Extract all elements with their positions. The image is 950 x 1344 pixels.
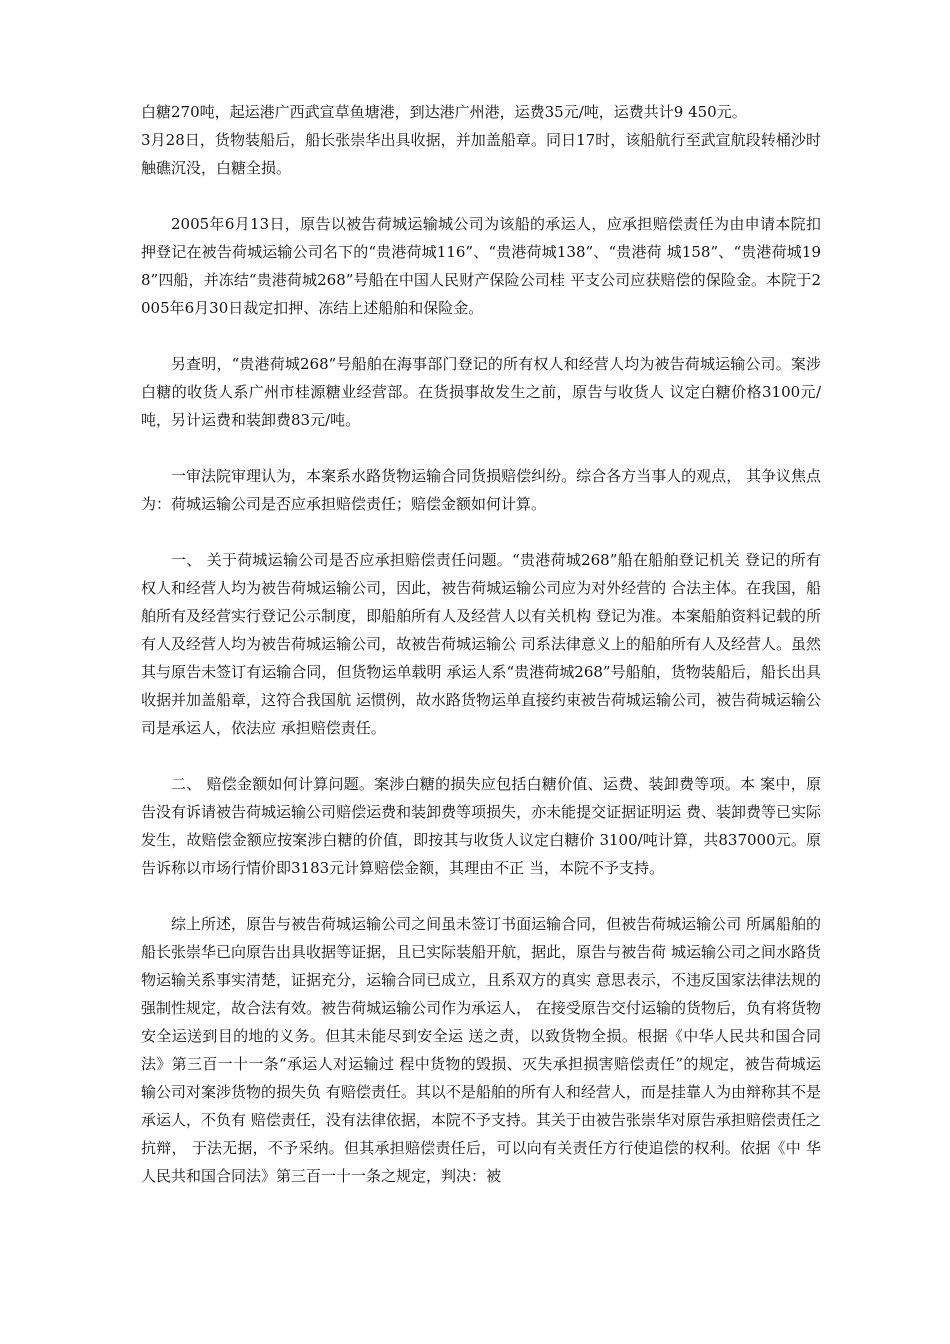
paragraph-cargo-freight: 白糖270吨，起运港广西武宣草鱼塘港，到达港广州港，运费35元/吨，运费共计9 450元。 bbox=[141, 103, 747, 121]
paragraph-sinking: 3月28日，货物装船后，船长张崇华出具收据，并加盖船章。同日17时，该船航行至武宣航段转桶沙时触礁沉没，白糖全损。 bbox=[141, 131, 821, 177]
paragraph-further-findings: 另查明，“贵港荷城268”号船舶在海事部门登记的所有权人和经营人均为被告荷城运输公司。案涉白糖的收货人系广州市桂源糖业经营部。在货损事故发生之前，原告与收货人 议定白糖价格3100元/吨，另计运费和装卸费83元/吨。 bbox=[141, 355, 821, 429]
paragraph-attachment: 2005年6月13日，原告以被告荷城运输城公司为该船的承运人，应承担赔偿责任为由申请本院扣押登记在被告荷城运输公司名下的“贵港荷城116”、“贵港荷城138”、“贵港荷 城158”、“贵港荷城198”四船，并冻结“贵港荷城268”号船在中国人民财产保险公司桂 平支公司应获赔偿的保险金。本院于2005年6月30日裁定扣押、冻结上述船舶和保险金。 bbox=[141, 215, 821, 317]
paragraph-issue-one: 一、 关于荷城运输公司是否应承担赔偿责任问题。“贵港荷城268”船在船舶登记机关 登记的所有权人和经营人均为被告荷城运输公司，因此，被告荷城运输公司应为对外经营的 合法主体。在我国，船舶所有及经营实行登记公示制度，即船舶所有人及经营人以有关机构 登记为准。本案船舶资料记载的所有人及经营人均为被告荷城运输公司，故被告荷城运输公 司系法律意义上的船舶所有人及经营人。虽然其与原告未签订有运输合同，但货物运单载明 承运人系“贵港荷城268”号船舶，货物装船后，船长出具收据并加盖船章，这符合我国航 运惯例，故水路货物运单直接约束被告荷城运输公司，被告荷城运输公司是承运人，依法应 承担赔偿责任。 bbox=[141, 551, 821, 737]
paragraph-gap bbox=[141, 434, 821, 462]
paragraph-court-view: 一审法院审理认为，本案系水路货物运输合同货损赔偿纠纷。综合各方当事人的观点， 其争议焦点为：荷城运输公司是否应承担赔偿责任；赔偿金额如何计算。 bbox=[141, 467, 821, 513]
paragraph-gap bbox=[141, 518, 821, 546]
paragraph-issue-two: 二、 赔偿金额如何计算问题。案涉白糖的损失应包括白糖价值、运费、装卸费等项。本 案中，原告没有诉请被告荷城运输公司赔偿运费和装卸费等项损失，亦未能提交证据证明运 费、装卸费等已实际发生，故赔偿金额应按案涉白糖的价值，即按其与收货人议定白糖价 3100/吨计算，共837000元。原告诉称以市场行情价即3183元计算赔偿金额，其理由不正 当，本院不予支持。 bbox=[141, 775, 821, 877]
paragraph-gap bbox=[141, 742, 821, 770]
document-page bbox=[141, 98, 821, 1190]
paragraph-gap bbox=[141, 182, 821, 210]
paragraph-gap bbox=[141, 882, 821, 910]
paragraph-conclusion: 综上所述，原告与被告荷城运输公司之间虽未签订书面运输合同，但被告荷城运输公司 所属船舶的船长张崇华已向原告出具收据等证据，且已实际装船开航，据此，原告与被告荷 城运输公司之间水路货物运输关系事实清楚，证据充分，运输合同已成立，且系双方的真实 意思表示，不违反国家法律法规的强制性规定，故合法有效。被告荷城运输公司作为承运人， 在接受原告交付运输的货物后，负有将货物安全运送到目的地的义务。但其未能尽到安全运 送之责，以致货物全损。根据《中华人民共和国合同法》第三百一十一条“承运人对运输过 程中货物的毁损、灭失承担损害赔偿责任”的规定，被告荷城运输公司对案涉货物的损失负 有赔偿责任。其以不是船舶的所有人和经营人，而是挂靠人为由辩称其不是承运人，不负有 赔偿责任，没有法律依据，本院不予支持。其关于由被告张崇华对原告承担赔偿责任之抗辩， 于法无据，不予采纳。但其承担赔偿责任后，可以向有关责任方行使追偿的权利。依据《中 华人民共和国合同法》第三百一十一条之规定，判决：被 bbox=[141, 915, 821, 1185]
paragraph-gap bbox=[141, 322, 821, 350]
